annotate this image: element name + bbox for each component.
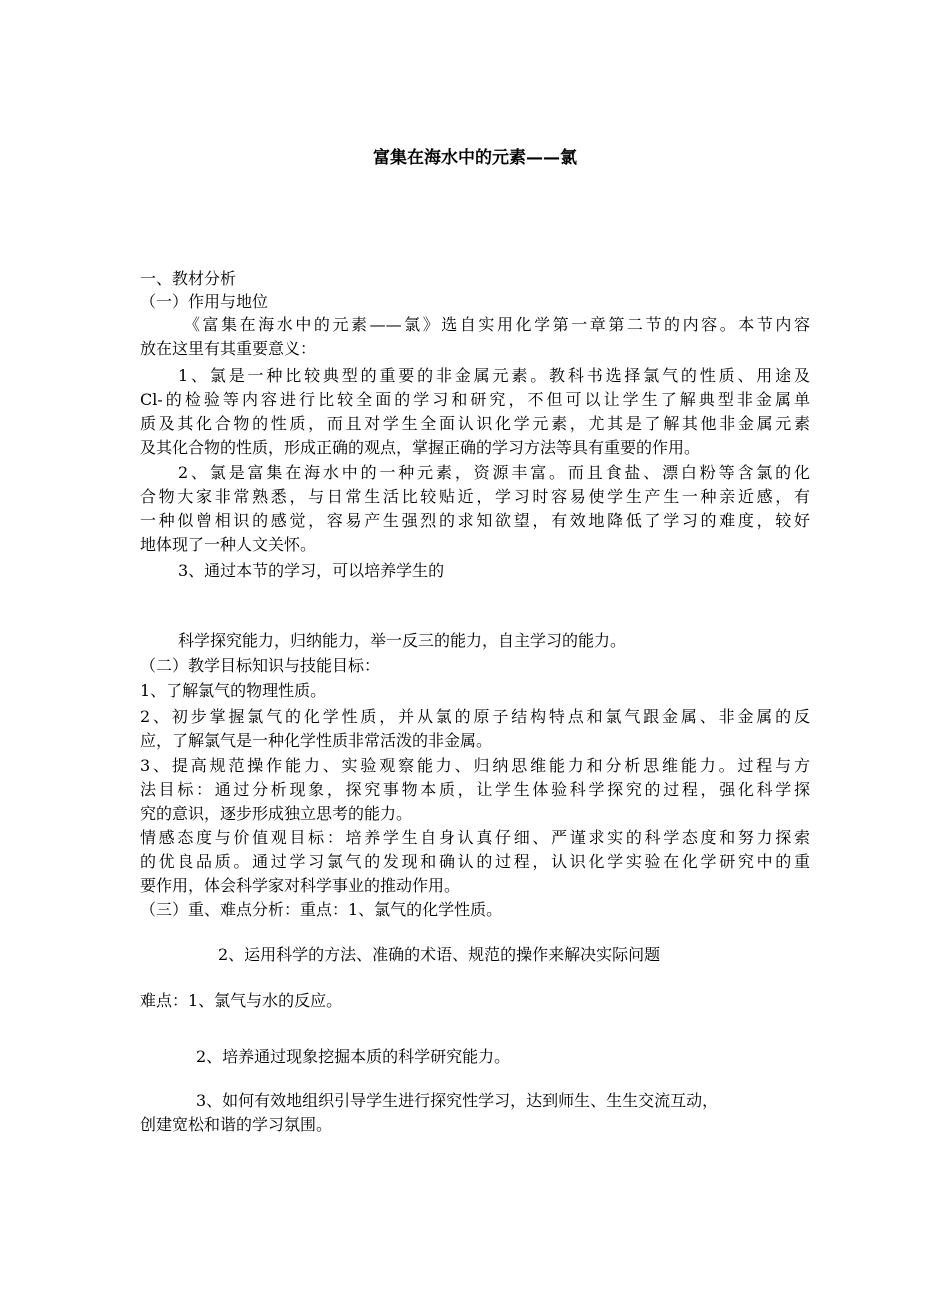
paragraph-line: 一种似曾相识的感觉，容易产生强烈的求知欲望，有效地降低了学习的难度，较好 bbox=[140, 511, 810, 530]
paragraph-line: 合物大家非常熟悉，与日常生活比较贴近，学习时容易使学生产生一种亲近感，有 bbox=[140, 487, 810, 506]
paragraph-line: 地体现了一种人文关怀。 bbox=[140, 535, 317, 554]
paragraph-line: 2、培养通过现象挖掘本质的科学研究能力。 bbox=[196, 1047, 511, 1066]
paragraph-line: 3、如何有效地组织引导学生进行探究性学习，达到师生、生生交流互动， bbox=[196, 1091, 719, 1110]
paragraph-line: 3、提高规范操作能力、实验观察能力、归纳思维能力和分析思维能力。过程与方 bbox=[140, 756, 810, 775]
paragraph-line: 要作用，体会科学家对科学事业的推动作用。 bbox=[140, 876, 461, 895]
paragraph-line: 3、通过本节的学习，可以培养学生的 bbox=[178, 561, 445, 580]
paragraph-line: 及其化合物的性质，形成正确的观点，掌握正确的学习方法等具有重要的作用。 bbox=[140, 438, 701, 457]
paragraph-line: 难点：1、氯气与水的反应。 bbox=[140, 991, 343, 1010]
paragraph-line: 科学探究能力，归纳能力，举一反三的能力，自主学习的能力。 bbox=[178, 631, 627, 650]
paragraph-line: 2、运用科学的方法、准确的术语、规范的操作来解决实际问题 bbox=[218, 945, 661, 964]
paragraph-line: 应，了解氯气是一种化学性质非常活泼的非金属。 bbox=[140, 731, 493, 750]
paragraph-line: 究的意识，逐步形成独立思考的能力。 bbox=[140, 804, 413, 823]
paragraph-line: 创建宽松和谐的学习氛围。 bbox=[140, 1115, 333, 1134]
paragraph-line: 1、氯是一种比较典型的重要的非金属元素。教科书选择氯气的性质、用途及 bbox=[178, 366, 810, 385]
subsection-heading: （三）重、难点分析：重点：1、氯气的化学性质。 bbox=[140, 900, 503, 919]
paragraph-line: 放在这里有其重要意义： bbox=[140, 339, 317, 358]
paragraph-line: 《富集在海水中的元素——氯》选自实用化学第一章第二节的内容。本节内容 bbox=[184, 315, 810, 334]
document-title: 富集在海水中的元素——氯 bbox=[373, 148, 577, 168]
paragraph-line: 情感态度与价值观目标：培养学生自身认真仔细、严谨求实的科学态度和努力探索 bbox=[140, 828, 810, 847]
paragraph-line: 的优良品质。通过学习氯气的发现和确认的过程，认识化学实验在化学研究中的重 bbox=[140, 852, 810, 871]
paragraph-line: 2、氯是富集在海水中的一种元素，资源丰富。而且食盐、漂白粉等含氯的化 bbox=[178, 463, 810, 482]
paragraph-line: 1、了解氯气的物理性质。 bbox=[140, 681, 327, 700]
subsection-heading: （一）作用与地位 bbox=[140, 292, 269, 311]
paragraph-line: 2、初步掌握氯气的化学性质，并从氯的原子结构特点和氯气跟金属、非金属的反 bbox=[140, 707, 810, 726]
paragraph-line: 质及其化合物的性质，而且对学生全面认识化学元素，尤其是了解其他非金属元素 bbox=[140, 414, 810, 433]
paragraph-line: 法目标：通过分析现象，探究事物本质，让学生体验科学探究的过程，强化科学探 bbox=[140, 780, 810, 799]
paragraph-line: Cl-的检验等内容进行比较全面的学习和研究，不但可以让学生了解典型非金属单 bbox=[140, 390, 810, 409]
subsection-heading: （二）教学目标知识与技能目标： bbox=[140, 656, 381, 675]
section-heading: 一、教材分析 bbox=[140, 269, 237, 288]
